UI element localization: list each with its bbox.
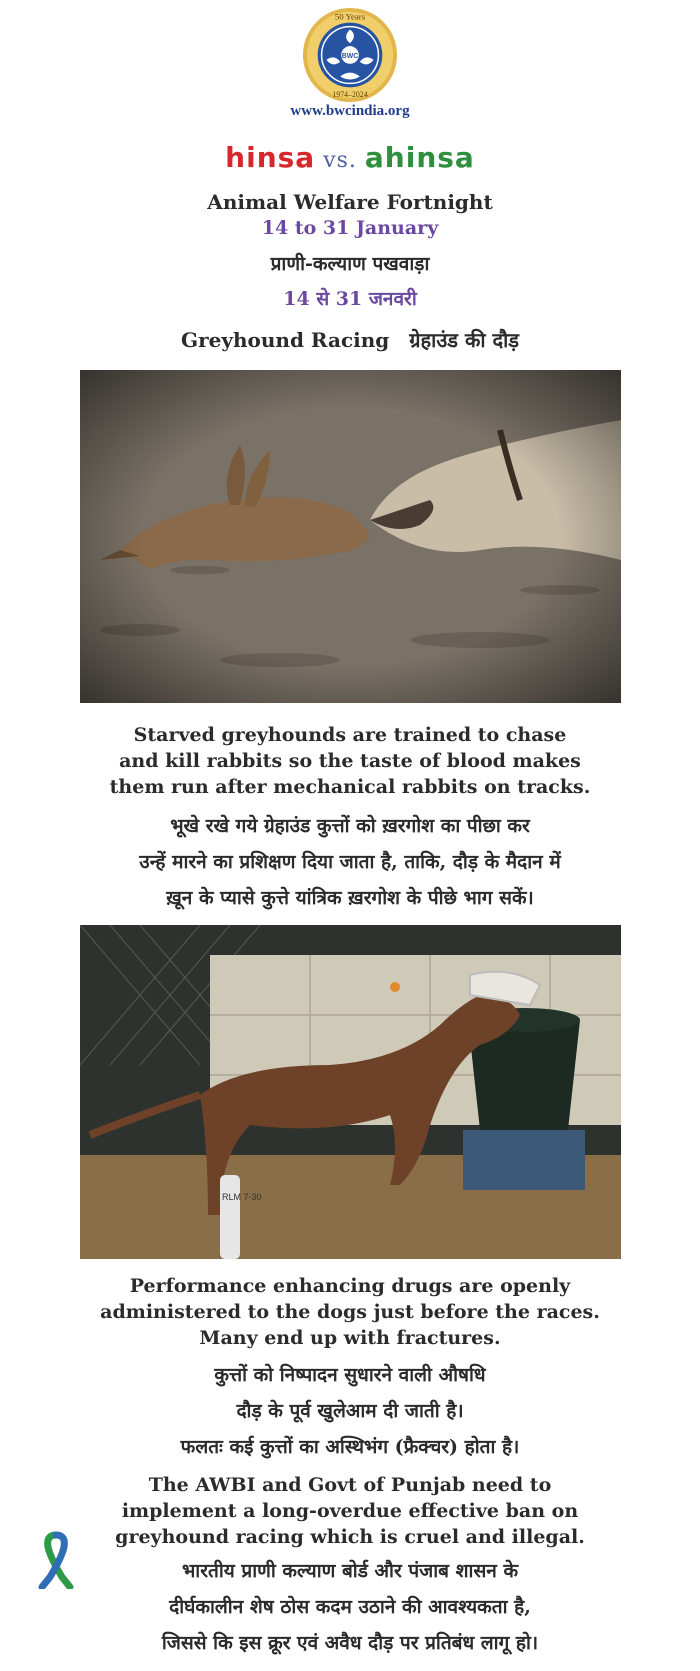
section2-hi — [0, 1357, 700, 1465]
leg-bandage-text: RLM 7-30 — [222, 1192, 262, 1202]
section2-hi-line: दौड़ के पूर्व खुलेआम दी जाती है। — [236, 1400, 464, 1422]
topic-heading — [0, 326, 700, 353]
section2-en-line: administered to the dogs just before the races. — [100, 1301, 600, 1323]
section3-en-line: implement a long-overdue effective ban on — [121, 1500, 579, 1522]
section1-hi-line: ख़ून के प्यासे कुत्ते यांत्रिक ख़रगोश के पीछे भाग सकें। — [166, 887, 534, 909]
section3-en — [0, 1472, 700, 1550]
topic-en: Greyhound Racing — [181, 328, 390, 352]
topic-hi: ग्रेहाउंड की दौड़ — [409, 328, 519, 352]
logo-years: 50 Years — [334, 11, 366, 22]
heading-hi: प्राणी-कल्याण पखवाड़ा — [270, 253, 430, 275]
title-hinsa: hinsa — [225, 141, 316, 174]
logo-abbr: BWC — [341, 52, 359, 60]
section3-en-line: The AWBI and Govt of Punjab need to — [148, 1474, 552, 1496]
section3-hi — [0, 1553, 700, 1661]
logo-span: 1974–2024 — [332, 90, 368, 100]
website-url[interactable]: www.bwcindia.org — [290, 103, 410, 119]
bwc-50-years-logo — [301, 6, 399, 104]
heading-hi-date: 14 से 31 जनवरी — [283, 288, 417, 310]
section1-en — [0, 722, 700, 800]
title-vs: vs. — [323, 148, 357, 173]
section3-hi-line: भारतीय प्राणी कल्याण बोर्ड और पंजाब शासन के — [181, 1560, 519, 1582]
section1-hi-line: भूखे रखे गये ग्रेहाउंड कुत्तों को ख़रगोश का पीछा कर — [170, 815, 530, 837]
section2-hi-line: कुत्तों को निष्पादन सुधारने वाली औषधि — [214, 1364, 486, 1386]
section1-en-line: them run after mechanical rabbits on tracks. — [109, 776, 591, 798]
title-ahinsa: ahinsa — [364, 141, 475, 174]
heading-en: Animal Welfare Fortnight — [207, 190, 493, 214]
section3-en-line: greyhound racing which is cruel and illegal. — [115, 1526, 585, 1548]
awareness-ribbon-icon — [38, 1531, 74, 1589]
section3-hi-line: दीर्घकालीन शेष ठोस कदम उठाने की आवश्यकता है, — [169, 1596, 531, 1618]
muzzled-greyhound-photo — [80, 925, 621, 1259]
greyhound-hare-photo — [80, 370, 621, 703]
heading-en-date: 14 to 31 January — [261, 217, 439, 239]
section2-en-line: Many end up with fractures. — [199, 1327, 501, 1349]
section1-en-line: Starved greyhounds are trained to chase — [133, 724, 567, 746]
campaign-title — [0, 141, 700, 174]
section1-en-line: and kill rabbits so the taste of blood makes — [119, 750, 581, 772]
section2-en — [0, 1273, 700, 1351]
section1-hi — [0, 808, 700, 916]
section3-hi-line: जिससे कि इस क्रूर एवं अवैध दौड़ पर प्रतिबंध लागू हो। — [161, 1632, 539, 1654]
section2-en-line: Performance enhancing drugs are openly — [129, 1275, 571, 1297]
section2-hi-line: फलतः कई कुत्तों का अस्थिभंग (फ्रैक्चर) होता है। — [180, 1436, 520, 1458]
section1-hi-line: उन्हें मारने का प्रशिक्षण दिया जाता है, ताकि, दौड़ के मैदान में — [139, 851, 561, 873]
